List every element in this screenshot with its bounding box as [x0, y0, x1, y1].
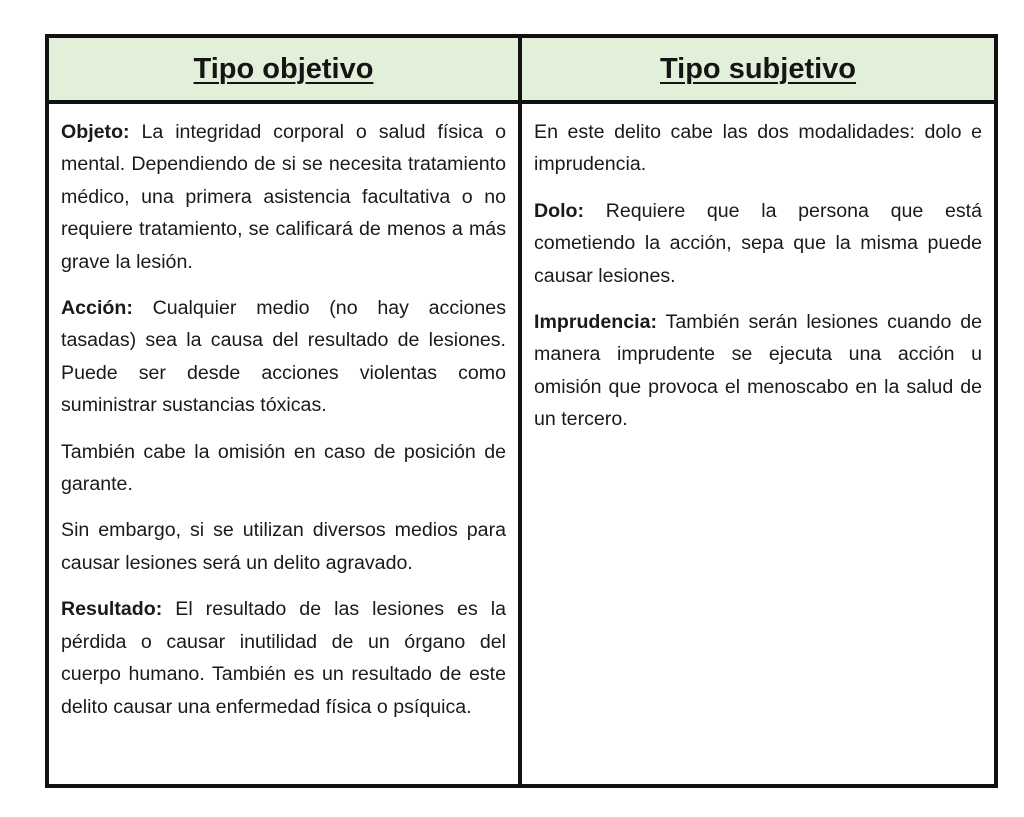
sin-embargo-paragraph: Sin embargo, si se utilizan diversos medios para causar lesiones será un delito agravado.	[61, 519, 506, 574]
dolo-label: Dolo:	[534, 199, 585, 222]
imprudencia-label: Imprudencia:	[534, 311, 658, 334]
omision-paragraph: También cabe la omisión en caso de posición de garante.	[61, 440, 506, 496]
header-tipo-subjetivo: Tipo subjetivo	[522, 38, 994, 104]
objective-column	[49, 104, 522, 784]
dolo-text: Requiere que la persona que está cometiendo la acción, sepa que la misma puede causar lesiones.	[534, 199, 982, 287]
objeto-text: La integridad corporal o salud física o mental. Dependiendo de si se necesita tratamiento médico, una primera asistencia facultativa o no requiere tratamiento, se calificará de menos a más grave la lesión.	[61, 121, 506, 273]
resultado-label: Resultado:	[61, 598, 163, 621]
dolo-paragraph	[534, 195, 982, 292]
resultado-text: El resultado de las lesiones es la pérdida o causar inutilidad de un órgano del cuerpo humano. También es un resultado de este delito causar una enfermedad física o psíquica.	[61, 598, 506, 718]
accion-paragraph	[61, 292, 506, 422]
subjective-column	[522, 104, 994, 784]
imprudencia-paragraph	[534, 306, 982, 436]
accion-label: Acción:	[61, 297, 133, 320]
objeto-paragraph	[61, 116, 506, 278]
intro-paragraph: En este delito cabe las dos modalidades: dolo e imprudencia.	[534, 121, 982, 176]
imprudencia-text: También serán lesiones cuando de manera imprudente se ejecuta una acción u omisión que provoca el menoscabo en la salud de un tercero.	[534, 311, 982, 431]
header-tipo-objetivo: Tipo objetivo	[49, 38, 522, 104]
objeto-label: Objeto:	[61, 121, 130, 143]
comparison-table	[45, 34, 998, 788]
accion-text: Cualquier medio (no hay acciones tasadas) sea la causa del resultado de lesiones. Puede ser desde acciones violentas como suministrar sustancias tóxicas.	[61, 297, 506, 417]
resultado-paragraph	[61, 593, 506, 723]
